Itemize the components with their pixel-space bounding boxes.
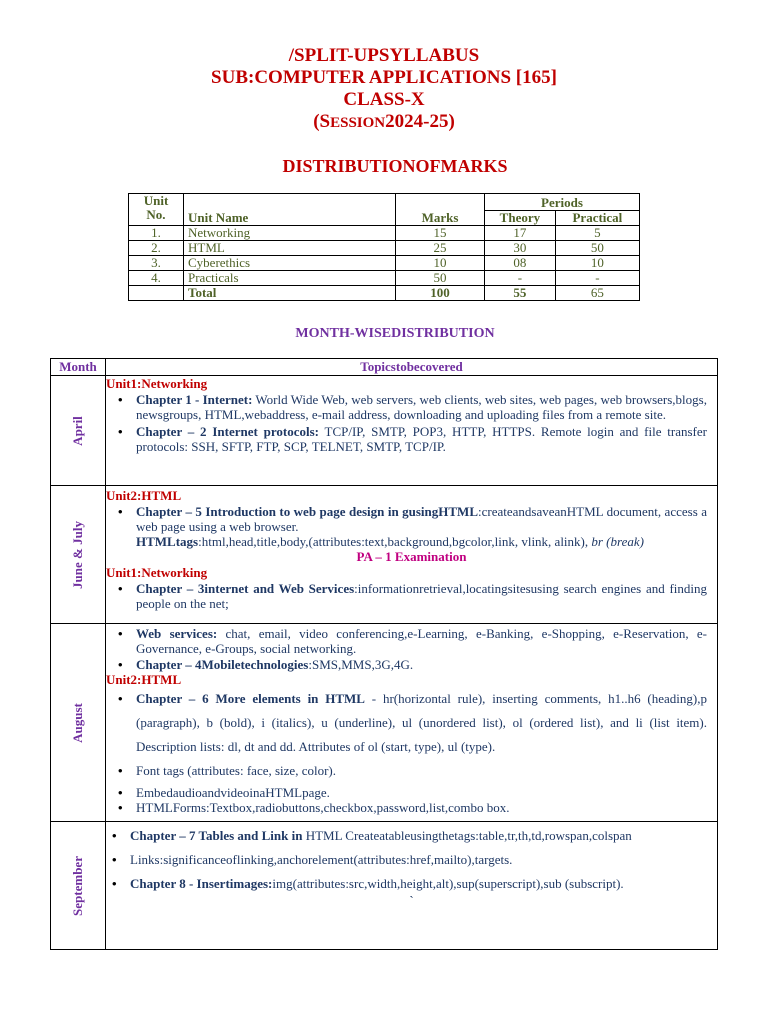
chapter-title: Chapter – 4Mobiletechnologies	[136, 657, 309, 672]
chapter-text: EmbedaudioandvideoinaHTMLpage.	[136, 785, 330, 800]
topics-cell	[106, 376, 718, 486]
list-item	[130, 872, 717, 896]
total-marks: 100	[396, 286, 485, 301]
month-label-june-july: June & July	[70, 520, 85, 589]
unit-name: HTML	[184, 241, 396, 256]
total-theory: 55	[485, 286, 556, 301]
month-row-april	[51, 376, 718, 486]
table-row	[129, 226, 640, 241]
marks-table	[128, 193, 640, 301]
month-wise-distribution-title: MONTH-WISEDISTRIBUTION	[295, 326, 495, 341]
unit-practical: 5	[555, 226, 639, 241]
chapter-text: Font tags (attributes: face, size, color).	[136, 763, 336, 778]
unit-no: 2.	[129, 241, 184, 256]
unit-no: 1.	[129, 226, 184, 241]
topics-cell	[106, 822, 718, 950]
topic-list	[106, 504, 717, 534]
chapter-text: TCP/IP, SMTP, POP3, HTTP, HTTPS. Remote login and file transfer protocols: SSH, SFTP, FTP, SCP, TELNET, SMTP, TCP/IP.	[136, 424, 707, 454]
col-periods: Periods	[485, 194, 640, 211]
table-row	[129, 271, 640, 286]
month-wise-table	[50, 358, 718, 950]
unit-marks: 15	[396, 226, 485, 241]
chapter-text: HTML Createatableusingthetags:table,tr,th,td,rowspan,colspan	[302, 828, 632, 843]
col-theory: Theory	[485, 211, 556, 226]
table-row	[129, 241, 640, 256]
unit-heading: Unit2:HTML	[106, 488, 182, 503]
unit-marks: 25	[396, 241, 485, 256]
chapter-text: - hr(horizontal rule), inserting comments, h1..h6 (heading),p (paragraph), b (bold), i (italics), u (underline), ul (unordered list), ol (ordered list), and li (list item). Description lists: dl, dt and dd. Attributes of ol (start, type), ul (type).	[136, 691, 707, 754]
list-item	[136, 581, 717, 611]
month-label-april: April	[70, 415, 85, 446]
chapter-title: Chapter 1 - Internet:	[136, 392, 253, 407]
chapter-text: img(attributes:src,width,height,alt),sup(superscript),sub (subscript).	[272, 876, 624, 891]
session-title	[0, 111, 768, 134]
unit-no: 3.	[129, 256, 184, 271]
list-item	[136, 800, 717, 815]
unit-name: Practicals	[184, 271, 396, 286]
chapter-title: Chapter – 2 Internet protocols:	[136, 424, 319, 439]
chapter-text: :SMS,MMS,3G,4G.	[308, 657, 414, 672]
unit-name: Cyberethics	[184, 256, 396, 271]
unit-heading: Unit2:HTML	[106, 672, 182, 687]
unit-practical: 10	[555, 256, 639, 271]
month-label-august: August	[70, 702, 85, 743]
session-word: ESSION	[330, 115, 386, 131]
unit-name: Networking	[184, 226, 396, 241]
class-title: CLASS-X	[343, 89, 425, 110]
topic-list	[106, 785, 717, 815]
chapter-text: Links:significanceoflinking,anchorelement(attributes:href,mailto),targets.	[130, 852, 513, 867]
total-row	[129, 286, 640, 301]
month-cell	[51, 822, 106, 950]
unit-theory: 17	[485, 226, 556, 241]
chapter-text: HTMLForms:Textbox,radiobuttons,checkbox,password,list,combo box.	[136, 800, 510, 815]
chapter-text: chat, email, video conferencing,e-Learning, e-Banking, e-Shopping, e-Reservation, e-Governance, e-Groups, social networking.	[136, 626, 707, 656]
chapter-title: Chapter – 5 Introduction to web page design in gusingHTML	[136, 504, 478, 519]
col-unit-no: Unit No.	[129, 194, 184, 226]
topic-list	[106, 581, 717, 611]
month-row-june-july	[51, 486, 718, 624]
list-item	[136, 504, 717, 534]
unit-heading: Unit1:Networking	[106, 565, 208, 580]
list-item	[136, 424, 717, 454]
col-marks: Marks	[396, 194, 485, 226]
month-table-header	[51, 359, 718, 376]
col-topics: Topicstobecovered	[106, 359, 718, 376]
col-unit-name: Unit Name	[184, 194, 396, 226]
chapter-title: Chapter – 6 More elements in HTML	[136, 691, 365, 706]
chapter-title: Chapter – 7 Tables and Link in	[130, 828, 303, 843]
list-item	[136, 687, 717, 759]
session-year: 2024-25)	[385, 111, 455, 132]
chapter-title: Chapter – 3internet and Web Services	[136, 581, 355, 596]
unit-theory: 08	[485, 256, 556, 271]
chapter-text: World Wide Web, web servers, web clients, web sites, web pages, web browsers,blogs, newsgroups, HTML,webaddress, e-mail address, downloading and uploading files from a remote site.	[136, 392, 707, 422]
month-cell	[51, 376, 106, 486]
chapter-text: :createandsaveanHTML document, access a web page using a web browser.	[136, 504, 707, 534]
session-open: (S	[313, 111, 331, 132]
header-line-1: /SPLIT-UPSYLLABUS	[288, 45, 480, 66]
unit-heading: Unit1:Networking	[106, 376, 208, 391]
list-item	[136, 657, 717, 672]
list-item	[130, 848, 717, 872]
month-cell	[51, 486, 106, 624]
unit-theory: 30	[485, 241, 556, 256]
html-tags-label: HTMLtags	[136, 534, 199, 549]
unit-practical: -	[555, 271, 639, 286]
col-practical: Practical	[555, 211, 639, 226]
list-item	[136, 785, 717, 800]
topic-list	[106, 392, 717, 454]
topic-list	[106, 626, 717, 672]
html-tags-italic: br (break)	[591, 534, 644, 549]
unit-practical: 50	[555, 241, 639, 256]
list-item	[136, 759, 717, 783]
unit-theory: -	[485, 271, 556, 286]
html-tags-line	[106, 534, 717, 549]
chapter-text: :informationretrieval,locatingsitesusing search engines and finding people on the net;	[136, 581, 707, 611]
list-item	[136, 392, 717, 422]
month-row-september	[51, 822, 718, 950]
total-label: Total	[184, 286, 396, 301]
col-month: Month	[51, 359, 106, 376]
total-practical: 65	[555, 286, 639, 301]
table-row	[129, 256, 640, 271]
topics-cell	[106, 624, 718, 822]
unit-marks: 10	[396, 256, 485, 271]
subject-title: SUB:COMPUTER APPLICATIONS [165]	[211, 67, 557, 88]
chapter-title: Web services:	[136, 626, 218, 641]
list-item	[130, 824, 717, 848]
month-cell	[51, 624, 106, 822]
pa1-exam-label: PA – 1 Examination	[356, 549, 467, 564]
list-item	[136, 626, 717, 656]
topics-cell	[106, 486, 718, 624]
stray-mark: `	[409, 893, 414, 908]
marks-header-row-1	[129, 194, 640, 211]
unit-marks: 50	[396, 271, 485, 286]
month-row-august	[51, 624, 718, 822]
topic-list	[106, 687, 717, 783]
distribution-of-marks-title: DISTRIBUTIONOFMARKS	[282, 156, 508, 176]
chapter-title: Chapter 8 - Insertimages:	[130, 876, 273, 891]
html-tags-text: :html,head,title,body,(attributes:text,background,bgcolor,link, vlink, alink),	[198, 534, 592, 549]
topic-list	[106, 824, 717, 896]
unit-no: 4.	[129, 271, 184, 286]
total-blank	[129, 286, 184, 301]
month-label-september: September	[70, 855, 85, 916]
